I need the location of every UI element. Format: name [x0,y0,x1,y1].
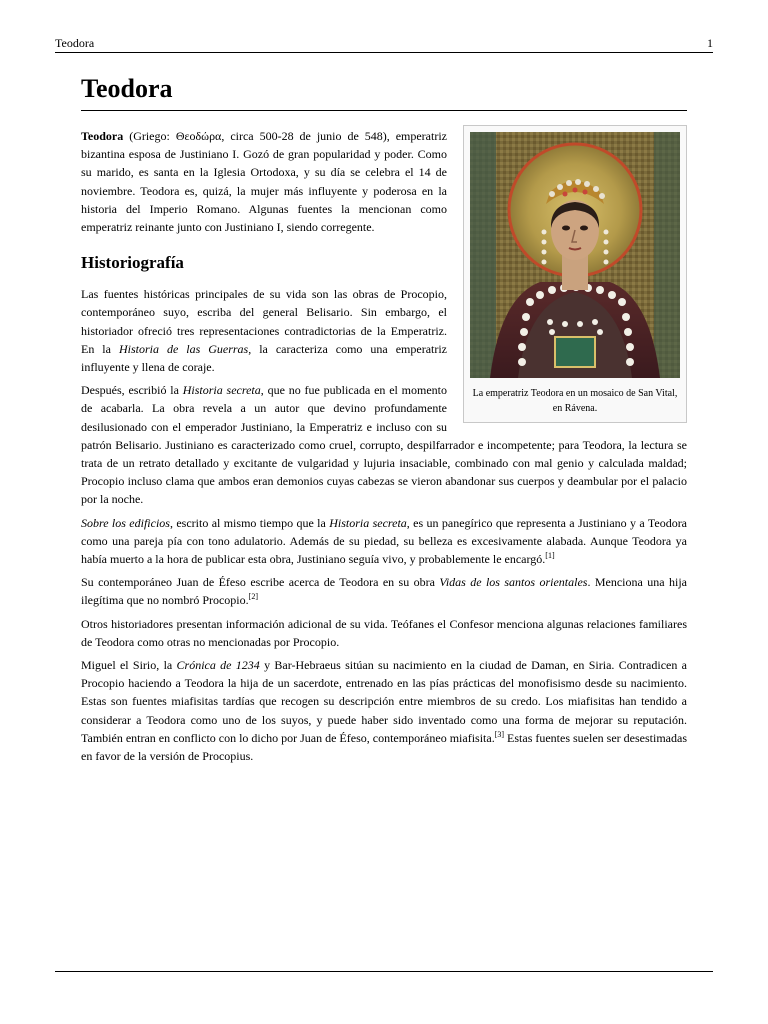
paragraph-4: Su contemporáneo Juan de Éfeso escribe acerca de Teodora en su obra Vidas de los santos orientales. Menciona una hija ilegítima que no nombró Procopio.[2] [81,575,687,608]
paragraph-2: Después, escribió la Historia secreta, que no fue publicada en el momento de acabarla. La obra revela a un autor que devino profundamente desilusionado con el emperador Justiniano, la Emperatriz e incluso con su patrón Belisario. Justiniano es caracterizado como cruel, corrupto, despilfarrador e incompetente; para Teodora, la lectura se trata de un retrato detallado y excitante de vulgaridad y lujuria insaciable, combinado con mal genio y calculada maldad; Procopio incluso clama que ambos eran demonios cuyas cabezas se vieron abandonar sus cuerpos y deambular por el palacio por la noche. [81,383,687,507]
paragraph-1: Las fuentes históricas principales de su vida son las obras de Procopio, contemporáneo suyo, escriba del general Belisario. Sin embargo, el historiador ofreció tres representaciones contradictorias de la Emperatriz. En la Historia de las Guerras, la caracteriza como una emperatriz influyente y llena de coraje. [81,287,448,375]
intro-paragraph: Teodora (Griego: Θεοδώρα, circa 500-28 de junio de 548), emperatriz bizantina esposa de Justiniano I. Gozó de gran popularidad y poder. Como su marido, es santa en la Iglesia Ortodoxa, y su día se celebra el 14 de noviembre. Teodora es, quizá, la mujer más influyente y poderosa en la historia del Imperio Romano. Algunas fuentes la mencionan como emperatriz reinante junto con Justiniano I, siendo corregente. [81,129,447,235]
reference-3[interactable]: [3] [494,729,505,739]
running-header [55,34,713,53]
paragraph-6: Miguel el Sirio, la Crónica de 1234 y Bar-Hebraeus sitúan su nacimiento en la ciudad de Daman, en Siria. Contradicen a Procopio haciendo a Teodora la hija de un sacerdote, entrenado en las pías prácticas del monofisismo desde su nacimiento. Estas son fuentes miafisitas tardías que recogen su descripción entre miembros de su credo. Los miafisitas han tendido a considerar a Teodora como uno de los suyos, y puede haber sido inventado como una forma de mejorar su reputación. También entran en conflicto con lo dicho por Juan de Éfeso, contemporáneo miafisita.[3] Estas fuentes suelen ser desestimadas en favor de la versión de Procopius. [81,658,687,764]
footer-rule [55,971,713,972]
paragraph-3: Sobre los edificios, escrito al mismo tiempo que la Historia secreta, es un panegírico que representa a Justiniano y a Teodora como una pareja pía con tono adulatorio. Además de su piedad, su belleza es excesivamente alabada. Aunque Teodora ya había muerto a la hora de publicar esta obra, Justiniano seguía vivo, y probablemente le encargó.[1] [81,515,688,567]
reference-2[interactable]: [2] [248,592,258,602]
figure-caption: La emperatriz Teodora en un mosaico de San Vital, en Rávena. [472,388,678,414]
article-body [81,72,687,770]
paragraph-5: Otros historiadores presentan información adicional de su vida. Teófanes el Confesor menciona algunas relaciones familiares de Teodora como otras no mencionadas por Procopio. [81,616,687,649]
greek-name: Θεοδώρα [175,129,222,143]
intro-name: Teodora [81,129,124,143]
figure-mosaic [463,125,687,423]
section-heading: Historiografía [81,253,184,273]
article-title: Teodora [81,72,687,111]
page-number: 1 [707,36,713,50]
running-header-title: Teodora [55,36,95,50]
mosaic-image [470,132,680,378]
reference-1[interactable]: [1] [545,551,555,561]
